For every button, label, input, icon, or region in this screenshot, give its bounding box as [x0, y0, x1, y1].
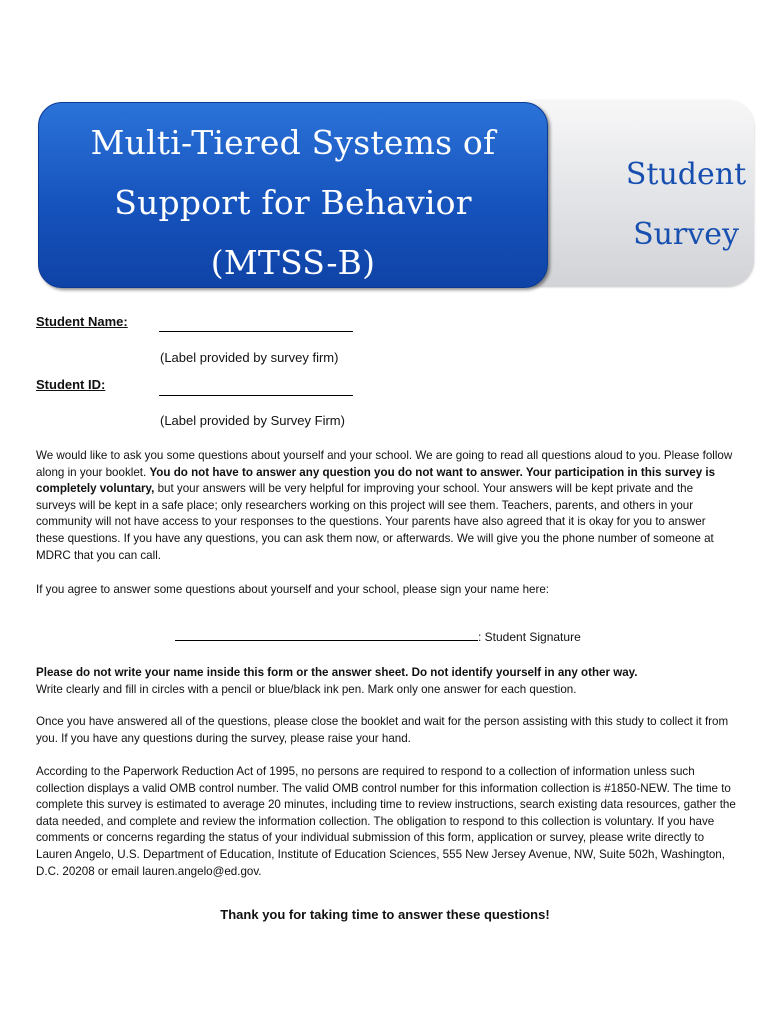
- program-title-line1: Multi-Tiered Systems of: [90, 123, 496, 162]
- program-title-card: [38, 102, 548, 288]
- survey-title-line2: Survey: [633, 217, 739, 252]
- program-title-line3: (MTSS-B): [210, 243, 376, 282]
- agree-paragraph: If you agree to answer some questions about yourself and your school, please sign your name here:: [36, 583, 550, 596]
- student-id-field[interactable]: [159, 395, 353, 396]
- survey-title-line1: Student: [625, 157, 747, 192]
- thank-you-message: Thank you for taking time to answer these questions!: [220, 907, 550, 922]
- instructions-paragraph: Please do not write your name inside this form or the answer sheet. Do not identify yourself in any other way. Write clearly and fill in circles with a pencil or blue/black ink pen. Mark only one answer for each question.: [36, 666, 638, 696]
- student-id-label: Student ID:: [36, 377, 106, 392]
- student-id-hint: (Label provided by Survey Firm): [160, 413, 345, 428]
- closing-paragraph: Once you have answered all of the questions, please close the booklet and wait for the person assisting with this study to collect it from you. If you have any questions during the survey, please raise your hand.: [36, 715, 729, 745]
- paperwork-paragraph: According to the Paperwork Reduction Act of 1995, no persons are required to respond to a collection of information unless such collection displays a valid OMB control number. The valid OMB control number for this information collection is #1850-NEW. The time to complete this survey is estimated to average 20 minutes, including time to review instructions, search existing data resources, gather the data needed, and complete and review the information collection. The obligation to respond to this collection is voluntary. If you have comments or concerns regarding the status of your individual submission of this form, application or survey, please write directly to Lauren Angelo, U.S. Department of Education, Institute of Education Sciences, 555 New Jersey Avenue, NW, Suite 502h, Washington, D.C. 20208 or email lauren.angelo@ed.gov.: [36, 765, 736, 878]
- signature-row: [175, 630, 581, 644]
- intro-paragraph: We would like to ask you some questions about yourself and your school. We are going to read all questions aloud to you. Please follow along in your booklet. You do not have to answer any question you do not want to answer. Your participation in this survey is completely voluntary, but your answers will be very helpful for improving your school. Your answers will be kept private and the surveys will be kept in a safe place; only researchers working on this project will see them. Teachers, parents, and others in your community will not have access to your responses to the questions. Your parents have also agreed that it is okay for you to answer these questions. If you have any questions, you can ask them now, or afterwards. We will give you the phone number of someone at MDRC that you can call.: [36, 449, 733, 562]
- student-name-field[interactable]: [159, 331, 353, 332]
- program-title-line2: Support for Behavior: [114, 183, 472, 222]
- student-name-hint: (Label provided by survey firm): [160, 350, 339, 365]
- survey-header: [38, 100, 754, 288]
- student-name-label: Student Name:: [36, 314, 128, 329]
- signature-label: : Student Signature: [478, 630, 581, 644]
- signature-field[interactable]: [175, 630, 478, 641]
